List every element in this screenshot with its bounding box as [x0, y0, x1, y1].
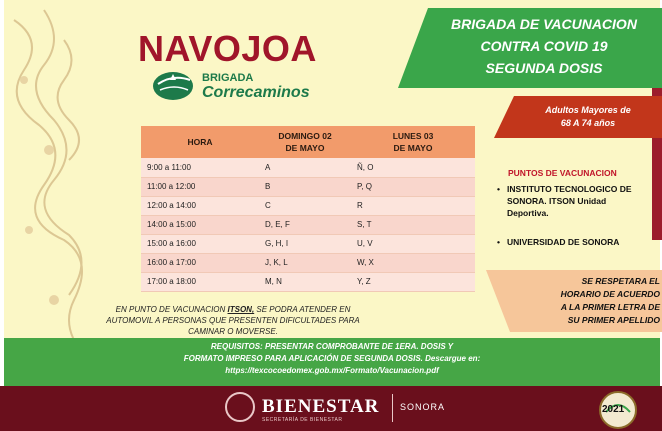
- cell-hora: 16:00 a 17:00: [141, 253, 259, 272]
- header-domingo: [259, 126, 351, 158]
- cell-domingo: M, N: [259, 272, 351, 291]
- schedule-rule-box: [510, 270, 662, 332]
- cell-lunes: S, T: [351, 215, 475, 234]
- requirements-l1: REQUISITOS: PRESENTAR COMPROBANTE DE 1ERA. DOSIS Y: [210, 342, 454, 351]
- age-line-1: Adultos Mayores de: [545, 105, 631, 115]
- footer-divider: [392, 394, 393, 422]
- cell-hora: 17:00 a 18:00: [141, 272, 259, 291]
- cell-lunes: U, V: [351, 234, 475, 253]
- points-title: PUNTOS DE VACUNACION: [508, 168, 617, 178]
- note-rest: SE PODRA ATENDER EN: [254, 305, 351, 314]
- cell-domingo: J, K, L: [259, 253, 351, 272]
- year-label: 2021: [602, 404, 625, 415]
- age-line-2: 68 A 74 años: [560, 118, 616, 128]
- footer-state: SONORA: [400, 402, 446, 412]
- table-row: [141, 177, 475, 196]
- cell-lunes: R: [351, 196, 475, 215]
- header-lunes: [351, 126, 475, 158]
- bullet-icon: •: [497, 237, 500, 247]
- decorative-ornament: [4, 0, 86, 380]
- logo-text-brigada: BRIGADA: [202, 72, 254, 84]
- rule-line-4: SU PRIMER APELLIDO: [567, 315, 660, 325]
- roadrunner-icon: [150, 66, 196, 106]
- campaign-banner: [398, 8, 662, 88]
- footer-subtitle: SECRETARÍA DE BIENESTAR: [262, 417, 343, 423]
- banner-line-2: CONTRA COVID 19: [480, 38, 608, 54]
- table-row: [141, 272, 475, 291]
- cell-domingo: A: [259, 158, 351, 177]
- age-range-box: [514, 96, 662, 138]
- header-hora: HORA: [141, 126, 259, 158]
- cell-domingo: D, E, F: [259, 215, 351, 234]
- cell-hora: 15:00 a 16:00: [141, 234, 259, 253]
- point-itson-l2: SONORA. ITSON Unidad: [507, 196, 607, 206]
- footer-brand: BIENESTAR: [262, 396, 380, 417]
- cell-hora: 12:00 a 14:00: [141, 196, 259, 215]
- bullet-icon: •: [497, 184, 500, 194]
- point-itson-l1: INSTITUTO TECNOLOGICO DE: [507, 184, 632, 194]
- requirements-l2: FORMATO IMPRESO PARA APLICACIÓN DE SEGUNDA DOSIS. Descargue en:: [183, 354, 481, 363]
- itson-note-l3: CAMINAR O MOVERSE.: [188, 327, 278, 336]
- page-title: NAVOJOA: [138, 28, 317, 69]
- header-lunes-l1: LUNES 03: [392, 131, 434, 141]
- cell-lunes: W, X: [351, 253, 475, 272]
- requirements-bar: [4, 338, 660, 386]
- header-lunes-l2: DE MAYO: [393, 143, 433, 153]
- point-unison-text: UNIVERSIDAD DE SONORA: [507, 237, 620, 247]
- header-domingo-l1: DOMINGO 02: [278, 131, 332, 141]
- point-itson-text: [507, 183, 657, 219]
- schedule-table: [141, 126, 475, 292]
- cell-hora: 11:00 a 12:00: [141, 177, 259, 196]
- rule-line-3: A LA PRIMER LETRA DE: [560, 302, 660, 312]
- rule-line-2: HORARIO DE ACUERDO: [560, 289, 660, 299]
- table-row: [141, 234, 475, 253]
- table-row: [141, 196, 475, 215]
- cell-domingo: G, H, I: [259, 234, 351, 253]
- brigada-logo: [150, 66, 310, 106]
- government-seal-icon: [225, 392, 255, 422]
- itson-note-l1: [88, 304, 378, 315]
- itson-note: [88, 304, 378, 337]
- requirements-url[interactable]: https://texcocoedomex.gob.mx/Formato/Vacunacion.pdf: [225, 366, 439, 375]
- note-pre: EN PUNTO DE VACUNACION: [115, 305, 228, 314]
- header-domingo-l2: DE MAYO: [285, 143, 325, 153]
- rule-line-1: SE RESPETARA EL: [581, 276, 660, 286]
- cell-hora: 9:00 a 11:00: [141, 158, 259, 177]
- table-row: [141, 215, 475, 234]
- itson-note-l2: AUTOMOVIL A PERSONAS QUE PRESENTEN DIFICULTADES PARA: [106, 316, 360, 325]
- footer: [0, 386, 662, 431]
- table-row: [141, 253, 475, 272]
- logo-text-correcaminos: Correcaminos: [202, 84, 310, 101]
- cell-domingo: B: [259, 177, 351, 196]
- cell-hora: 14:00 a 15:00: [141, 215, 259, 234]
- schedule-header-row: [141, 126, 475, 158]
- table-row: [141, 158, 475, 177]
- note-itson: ITSON,: [227, 305, 255, 314]
- cell-lunes: Ñ, O: [351, 158, 475, 177]
- point-itson-l3: Deportiva.: [507, 208, 549, 218]
- banner-line-1: BRIGADA DE VACUNACION: [451, 16, 637, 32]
- cell-domingo: C: [259, 196, 351, 215]
- banner-line-3: SEGUNDA DOSIS: [485, 60, 603, 76]
- cell-lunes: P, Q: [351, 177, 475, 196]
- cell-lunes: Y, Z: [351, 272, 475, 291]
